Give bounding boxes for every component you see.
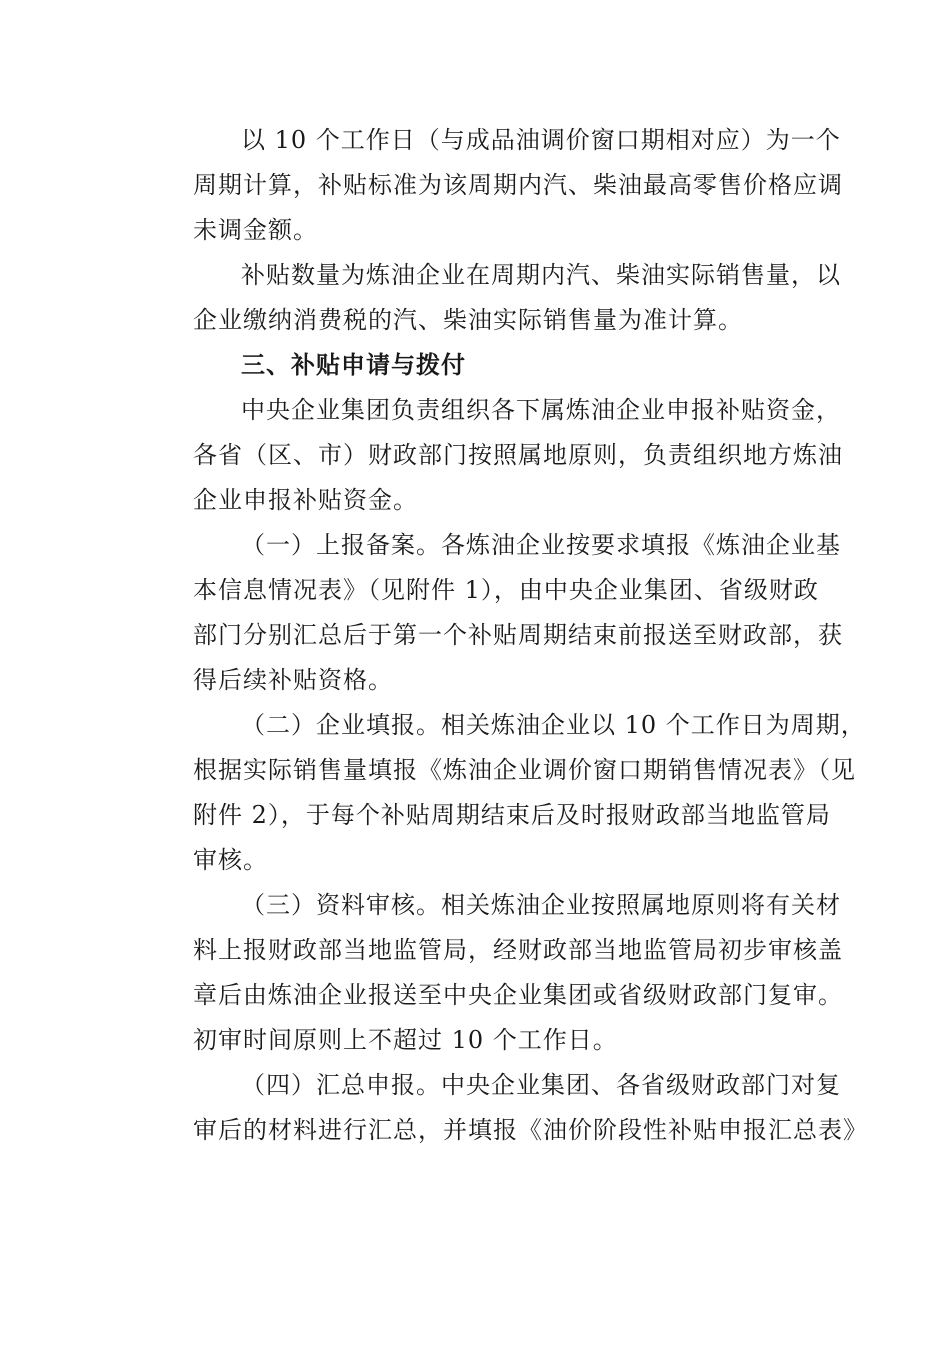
paragraph-subsidy-quantity [145, 253, 841, 343]
text-line: 补贴数量为炼油企业在周期内汽、柴油实际销售量，以 [241, 261, 841, 289]
text-line: 本信息情况表》（见附件 1），由中央企业集团、省级财政 [193, 576, 819, 604]
text-line: 中央企业集团负责组织各下属炼油企业申报补贴资金， [241, 396, 841, 424]
text-line: 各省（区、市）财政部门按照属地原则，负责组织地方炼油 [193, 441, 843, 469]
paragraph-item-3 [145, 883, 843, 1063]
text-line: 未调金额。 [193, 216, 318, 244]
paragraph-subsidy-standard [145, 118, 843, 253]
text-line: 企业申报补贴资金。 [193, 486, 418, 514]
document-body [145, 118, 868, 1153]
paragraph-organization [145, 388, 843, 523]
text-line: 章后由炼油企业报送至中央企业集团或省级财政部门复审。 [193, 981, 843, 1009]
text-line: 得后续补贴资格。 [193, 666, 393, 694]
text-line: 企业缴纳消费税的汽、柴油实际销售量为准计算。 [193, 306, 743, 334]
text-line: （三）资料审核。相关炼油企业按照属地原则将有关材 [241, 891, 841, 919]
text-line: 审核。 [193, 846, 268, 874]
section-heading-text: 三、补贴申请与拨付 [241, 351, 466, 379]
text-line: 附件 2），于每个补贴周期结束后及时报财政部当地监管局 [193, 801, 831, 829]
paragraph-item-4 [145, 1063, 868, 1153]
text-line: 料上报财政部当地监管局，经财政部当地监管局初步审核盖 [193, 936, 843, 964]
text-line: 根据实际销售量填报《炼油企业调价窗口期销售情况表》（见 [193, 756, 856, 784]
text-line: 初审时间原则上不超过 10 个工作日。 [193, 1026, 618, 1054]
text-line: （二）企业填报。相关炼油企业以 10 个工作日为周期， [241, 711, 866, 739]
paragraph-item-2 [145, 703, 866, 883]
text-line: 审后的材料进行汇总，并填报《油价阶段性补贴申报汇总表》 [193, 1116, 868, 1144]
text-line: （四）汇总申报。中央企业集团、各省级财政部门对复 [241, 1071, 841, 1099]
text-line: 以 10 个工作日（与成品油调价窗口期相对应）为一个 [241, 126, 841, 154]
section-heading [145, 343, 811, 388]
text-line: （一）上报备案。各炼油企业按要求填报《炼油企业基 [241, 531, 841, 559]
paragraph-item-1 [145, 523, 843, 703]
text-line: 部门分别汇总后于第一个补贴周期结束前报送至财政部，获 [193, 621, 843, 649]
text-line: 周期计算，补贴标准为该周期内汽、柴油最高零售价格应调 [193, 171, 843, 199]
